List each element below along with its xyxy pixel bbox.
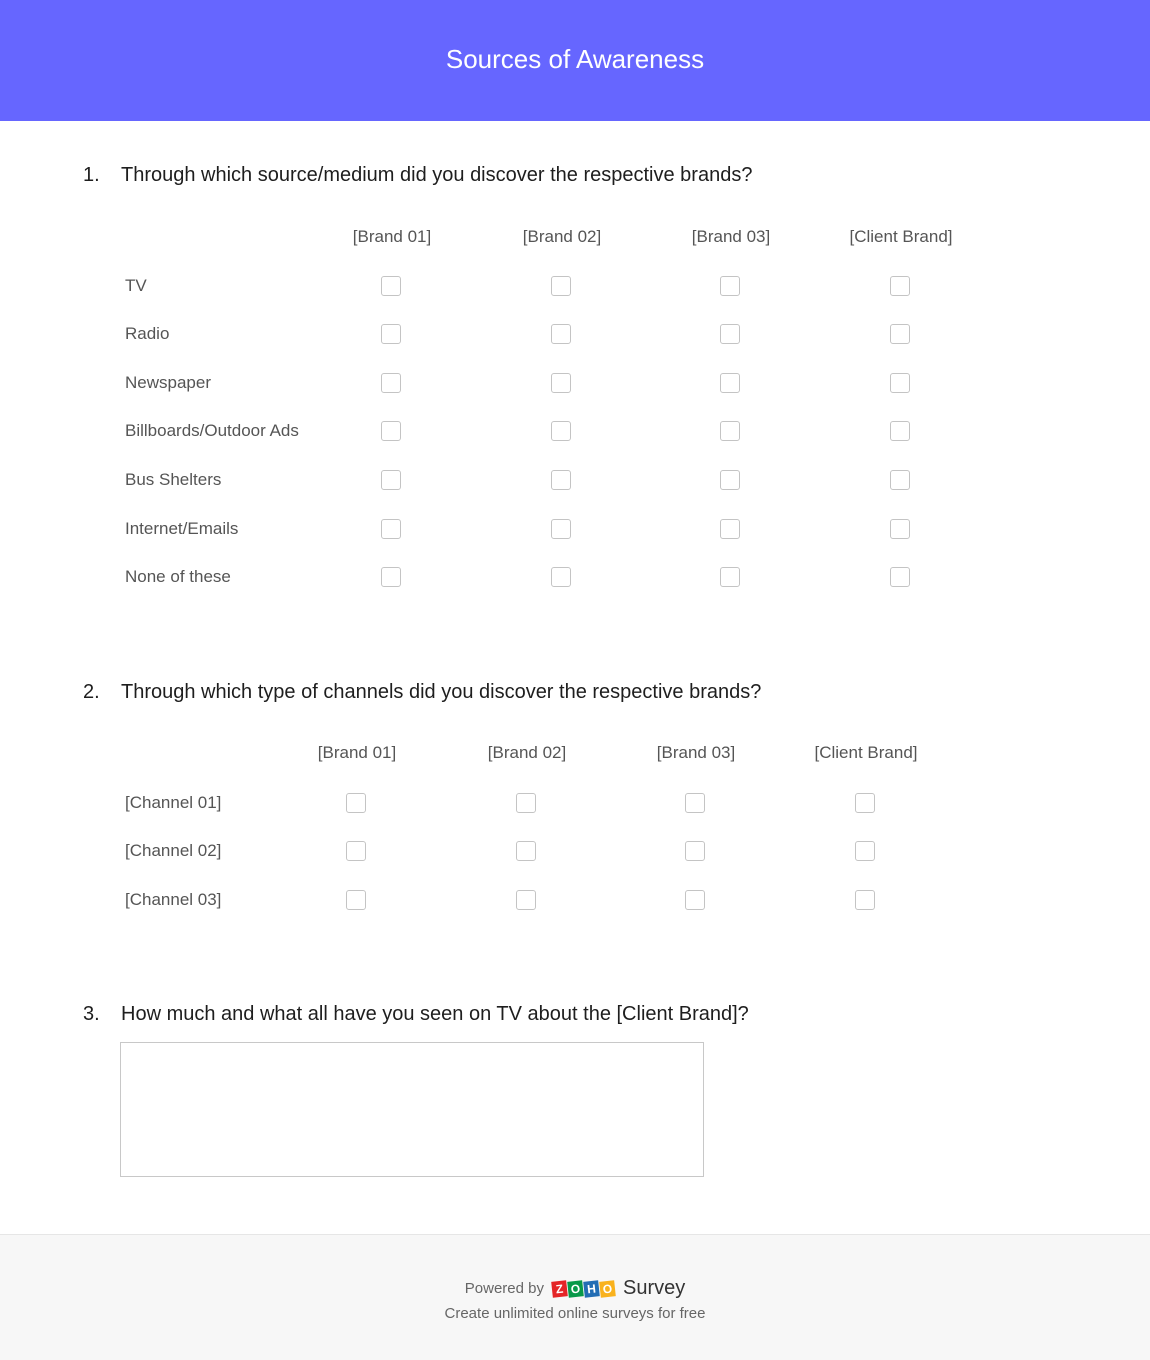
zoho-logo-letter: O — [599, 1280, 616, 1297]
row-label: Newspaper — [125, 373, 211, 392]
column-header: [Brand 02] — [487, 743, 567, 762]
matrix-checkbox[interactable] — [890, 373, 910, 393]
survey-title: Sources of Awareness — [445, 44, 705, 74]
zoho-logo-letter: H — [583, 1280, 600, 1297]
zoho-survey-product-name[interactable]: Survey — [622, 1277, 686, 1299]
matrix-checkbox[interactable] — [890, 276, 910, 296]
matrix-checkbox[interactable] — [551, 567, 571, 587]
matrix-checkbox[interactable] — [855, 841, 875, 861]
matrix-checkbox[interactable] — [890, 324, 910, 344]
question-2-text: Through which type of channels did you discover the respective brands? — [121, 681, 762, 703]
matrix-checkbox[interactable] — [381, 276, 401, 296]
question-3-number: 3. — [83, 1003, 100, 1025]
question-3-text: How much and what all have you seen on TV about the [Client Brand]? — [121, 1003, 749, 1025]
row-label: None of these — [125, 567, 231, 586]
matrix-checkbox[interactable] — [516, 793, 536, 813]
matrix-checkbox[interactable] — [890, 519, 910, 539]
question-1-number: 1. — [83, 164, 100, 186]
matrix-checkbox[interactable] — [720, 421, 740, 441]
question-2-title — [83, 681, 761, 704]
matrix-checkbox[interactable] — [381, 470, 401, 490]
matrix-checkbox[interactable] — [551, 421, 571, 441]
question-2-number: 2. — [83, 681, 100, 703]
powered-by-text: Powered by — [464, 1280, 544, 1297]
matrix-checkbox[interactable] — [551, 324, 571, 344]
matrix-checkbox[interactable] — [685, 890, 705, 910]
matrix-checkbox[interactable] — [346, 890, 366, 910]
question-1-text: Through which source/medium did you discover the respective brands? — [121, 164, 753, 186]
matrix-checkbox[interactable] — [346, 841, 366, 861]
matrix-checkbox[interactable] — [381, 567, 401, 587]
column-header: [Brand 03] — [656, 743, 736, 762]
matrix-checkbox[interactable] — [685, 793, 705, 813]
column-header: [Client Brand] — [814, 743, 918, 762]
matrix-checkbox[interactable] — [551, 519, 571, 539]
column-header: [Client Brand] — [849, 227, 953, 246]
matrix-checkbox[interactable] — [381, 373, 401, 393]
matrix-checkbox[interactable] — [551, 470, 571, 490]
matrix-checkbox[interactable] — [720, 519, 740, 539]
matrix-checkbox[interactable] — [890, 421, 910, 441]
row-label: TV — [125, 276, 147, 295]
question-1-title — [83, 164, 752, 187]
question-3-answer-textarea[interactable] — [120, 1042, 704, 1177]
matrix-checkbox[interactable] — [381, 519, 401, 539]
matrix-checkbox[interactable] — [346, 793, 366, 813]
matrix-checkbox[interactable] — [720, 470, 740, 490]
survey-header — [0, 0, 1150, 121]
matrix-checkbox[interactable] — [551, 276, 571, 296]
row-label: [Channel 02] — [125, 841, 222, 860]
matrix-checkbox[interactable] — [516, 890, 536, 910]
matrix-checkbox[interactable] — [890, 567, 910, 587]
matrix-checkbox[interactable] — [381, 421, 401, 441]
footer-tagline[interactable]: Create unlimited online surveys for free — [444, 1305, 706, 1322]
row-label: Bus Shelters — [125, 470, 222, 489]
row-label: Radio — [125, 324, 170, 343]
matrix-checkbox[interactable] — [685, 841, 705, 861]
zoho-logo-icon[interactable] — [552, 1281, 615, 1297]
row-label: [Channel 03] — [125, 890, 222, 909]
matrix-checkbox[interactable] — [720, 373, 740, 393]
column-header: [Brand 01] — [352, 227, 432, 246]
footer — [0, 1234, 1150, 1360]
row-label: Internet/Emails — [125, 519, 239, 538]
matrix-checkbox[interactable] — [381, 324, 401, 344]
matrix-checkbox[interactable] — [720, 276, 740, 296]
matrix-checkbox[interactable] — [720, 324, 740, 344]
row-label: Billboards/Outdoor Ads — [125, 421, 299, 440]
matrix-checkbox[interactable] — [855, 793, 875, 813]
matrix-checkbox[interactable] — [890, 470, 910, 490]
row-label: [Channel 01] — [125, 793, 222, 812]
matrix-checkbox[interactable] — [516, 841, 536, 861]
matrix-checkbox[interactable] — [855, 890, 875, 910]
zoho-logo-letter: O — [567, 1280, 584, 1297]
matrix-checkbox[interactable] — [551, 373, 571, 393]
column-header: [Brand 03] — [691, 227, 771, 246]
matrix-checkbox[interactable] — [720, 567, 740, 587]
question-3-title — [83, 1003, 749, 1026]
column-header: [Brand 02] — [522, 227, 602, 246]
column-header: [Brand 01] — [317, 743, 397, 762]
powered-by-line — [0, 1277, 1150, 1300]
zoho-logo-letter: Z — [551, 1280, 568, 1297]
